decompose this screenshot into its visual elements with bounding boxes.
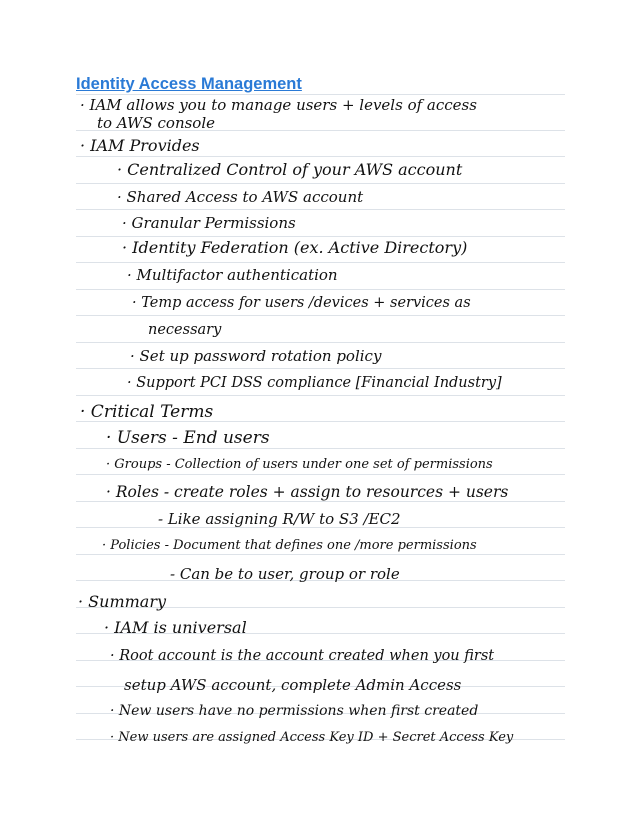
note-line: · IAM allows you to manage users + levels of access — [80, 96, 477, 114]
note-line: · Centralized Control of your AWS account — [117, 160, 463, 179]
rule — [76, 262, 565, 263]
note-line: · Temp access for users /devices + services as — [132, 295, 471, 311]
rule — [76, 156, 565, 157]
note-line: · Summary — [78, 592, 167, 611]
note-line: - Can be to user, group or role — [170, 565, 400, 583]
note-line: · Users - End users — [106, 428, 270, 448]
note-line: · New users are assigned Access Key ID + Secret Access Key — [110, 730, 514, 745]
rule — [76, 474, 565, 475]
rule — [76, 501, 565, 502]
note-line: · Identity Federation (ex. Active Directory) — [122, 238, 468, 257]
rule — [76, 554, 565, 555]
note-line: · Support PCI DSS compliance [Financial Industry] — [127, 375, 502, 391]
rule — [76, 236, 565, 237]
note-line: · Granular Permissions — [122, 214, 296, 232]
note-line: · Roles - create roles + assign to resources + users — [106, 483, 509, 501]
rule — [76, 448, 565, 449]
rule — [76, 209, 565, 210]
note-line: · Root account is the account created when you first — [110, 648, 495, 664]
note-line: · Multifactor authentication — [127, 266, 338, 284]
rule — [76, 368, 565, 369]
note-line: setup AWS account, complete Admin Access — [124, 676, 462, 694]
note-line: · IAM is universal — [104, 618, 247, 637]
note-line: · Set up password rotation policy — [130, 347, 382, 365]
note-line: · IAM Provides — [80, 136, 200, 155]
note-line: to AWS console — [97, 114, 216, 132]
rule — [76, 315, 565, 316]
note-line: necessary — [148, 322, 222, 338]
note-line: - Like assigning R/W to S3 /EC2 — [158, 510, 401, 528]
rule — [76, 395, 565, 396]
note-line: · Policies - Document that defines one /more permissions — [102, 538, 477, 553]
note-line: · Groups - Collection of users under one set of permissions — [106, 457, 493, 472]
note-line: · Critical Terms — [80, 402, 214, 422]
note-line: · Shared Access to AWS account — [117, 188, 364, 206]
note-line: · New users have no permissions when first created — [110, 703, 479, 719]
rule — [76, 289, 565, 290]
page-title[interactable]: Identity Access Management — [76, 75, 302, 93]
rule — [76, 94, 565, 95]
rule — [76, 183, 565, 184]
rule — [76, 342, 565, 343]
